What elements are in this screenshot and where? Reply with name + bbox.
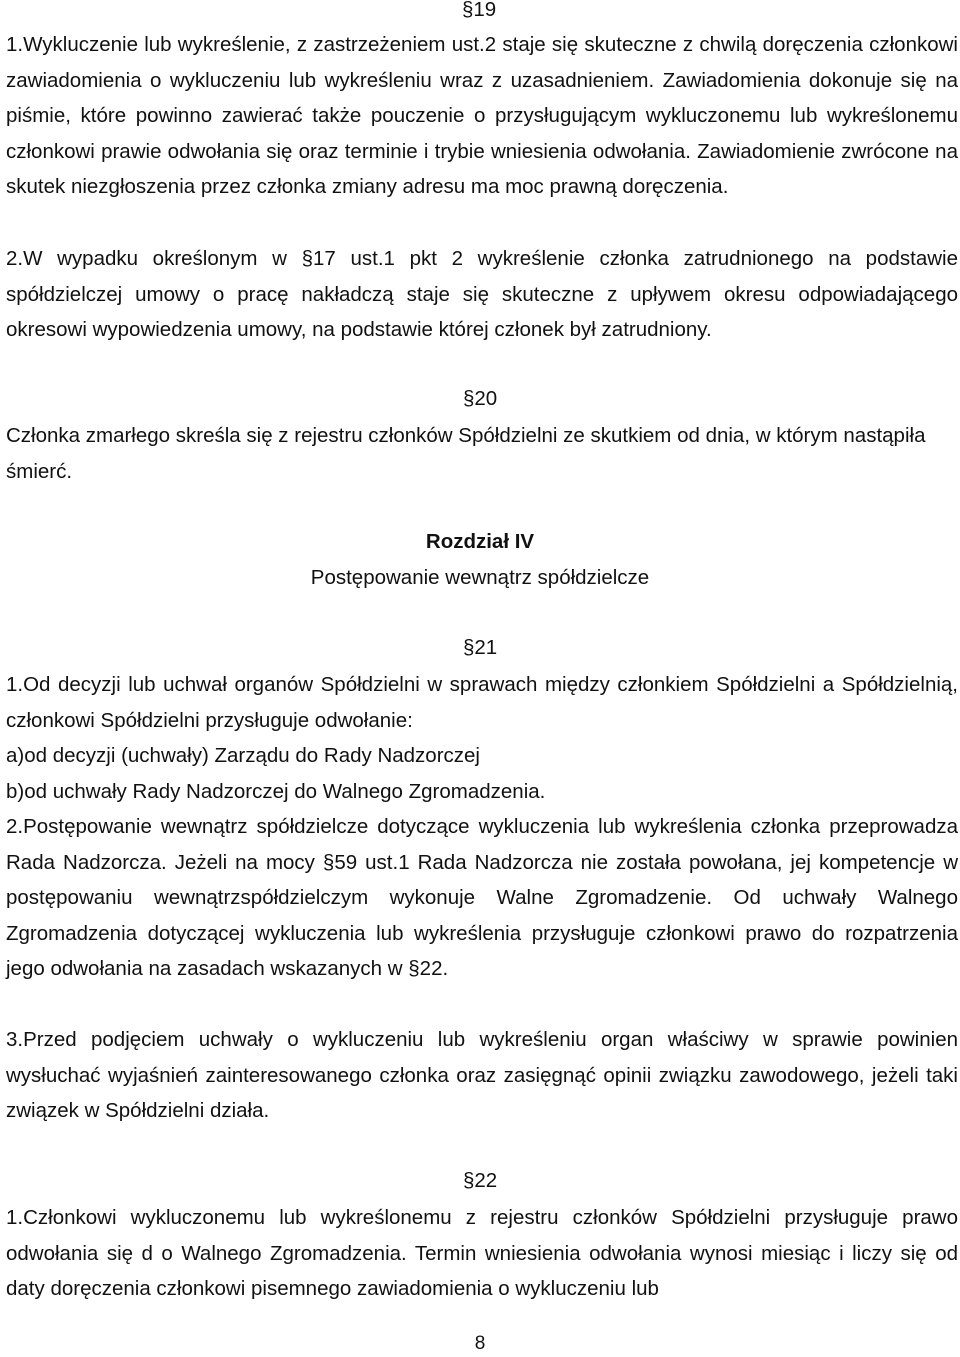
section-22-paragraph-1: 1.Członkowi wykluczonemu lub wykreślonemu z rejestru członków Spółdzielni przysługuje prawo odwołania się d o Walnego Zgromadzenia. Termin wniesienia odwołania wynosi miesiąc i liczy się od daty doręczenia członkowi pisemnego zawiadomienia o wykluczeniu lub	[6, 1206, 958, 1300]
section-21-paragraph-1: 1.Od decyzji lub uchwał organów Spółdzielni w sprawach między członkiem Spółdzielni a Spółdzielnią, członkowi Spółdzielni przysługuje odwołanie:	[6, 673, 958, 732]
section-22-heading: §22	[463, 1169, 498, 1192]
section-21-paragraph-3: 3.Przed podjęciem uchwały o wykluczeniu lub wykreśleniu organ właściwy w sprawie powinien wysłuchać wyjaśnień zainteresowanego członka oraz zasięgnąć opinii związku zawodowego, jeżeli taki związek w Spółdzielni działa.	[6, 1028, 958, 1122]
section-19-paragraph-1: 1.Wykluczenie lub wykreślenie, z zastrzeżeniem ust.2 staje się skuteczne z chwilą doręczenia członkowi zawiadomienia o wykluczeniu lub wykreśleniu wraz z uzasadnieniem. Zawiadomienia dokonuje się na piśmie, które powinno zawierać także pouczenie o przysługującym wykluczonemu lub wykreślonemu członkowi prawie odwołania się oraz terminie i trybie wniesienia odwołania. Zawiadomienie zwrócone na skutek niezgłoszenia przez członka zmiany adresu ma moc prawną doręczenia.	[6, 33, 958, 198]
chapter-title: Rozdział IV	[425, 530, 535, 553]
section-20-heading: §20	[463, 387, 498, 410]
section-19-paragraph-2: 2.W wypadku określonym w §17 ust.1 pkt 2 wykreślenie członka zatrudnionego na podstawie spółdzielczej umowy o pracę nakładczą staje się skuteczne z upływem okresu odpowiadającego okresowi wypowiedzenia umowy, na podstawie której członek był zatrudniony.	[6, 247, 958, 341]
section-21-item-b: b)od uchwały Rady Nadzorczej do Walnego Zgromadzenia.	[6, 780, 546, 803]
section-20-paragraph: Członka zmarłego skreśla się z rejestru członków Spółdzielni ze skutkiem od dnia, w którym nastąpiła śmierć.	[6, 424, 926, 483]
chapter-subtitle: Postępowanie wewnątrz spółdzielcze	[310, 566, 650, 589]
section-21-paragraph-2: 2.Postępowanie wewnątrz spółdzielcze dotyczące wykluczenia lub wykreślenia członka przeprowadza Rada Nadzorcza. Jeżeli na mocy §59 ust.1 Rada Nadzorcza nie została powołana, jej kompetencje w postępowaniu wewnątrzspółdzielczym wykonuje Walne Zgromadzenie. Od uchwały Walnego Zgromadzenia dotyczącej wykluczenia lub wykreślenia przysługuje członkowi prawo do rozpatrzenia jego odwołania na zasadach wskazanych w §22.	[6, 815, 958, 980]
section-21-item-a: a)od decyzji (uchwały) Zarządu do Rady Nadzorczej	[6, 744, 480, 767]
page-number: 8	[474, 1333, 486, 1354]
section-19-heading: §19	[462, 0, 497, 21]
section-21-heading: §21	[463, 636, 498, 659]
